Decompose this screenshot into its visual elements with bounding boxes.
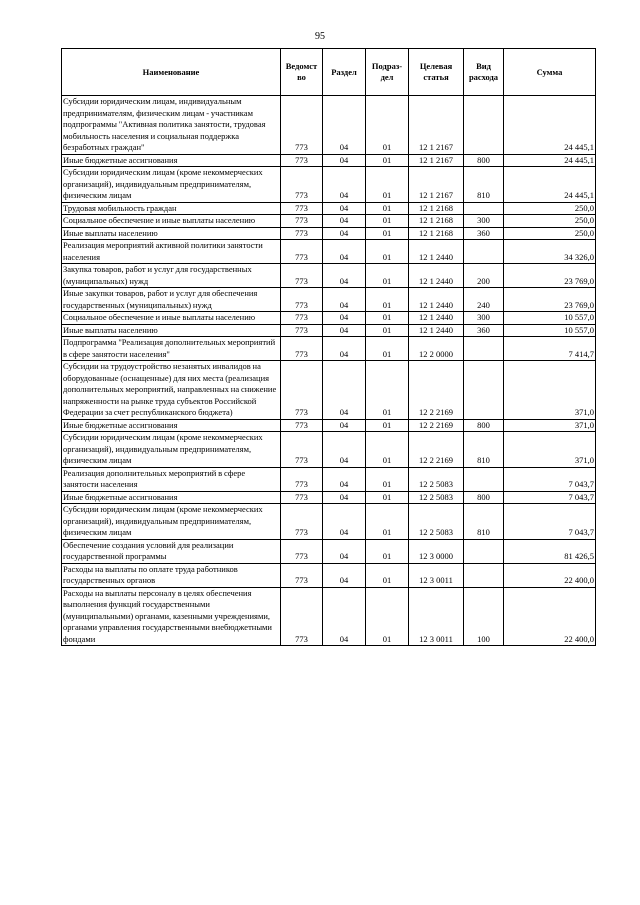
table-row [62, 324, 596, 337]
row-ministry-cell: 773 [281, 587, 323, 646]
row-ministry-cell: 773 [281, 432, 323, 468]
row-target-cell: 12 3 0011 [409, 587, 464, 646]
row-target-cell: 12 1 2440 [409, 240, 464, 264]
row-target-cell: 12 1 2440 [409, 324, 464, 337]
row-subsection-cell: 01 [366, 361, 409, 420]
row-target-cell: 12 2 5083 [409, 504, 464, 540]
row-expense-type-cell [464, 361, 504, 420]
table-row [62, 227, 596, 240]
row-expense-type-cell: 300 [464, 215, 504, 228]
row-name-cell: Закупка товаров, работ и услуг для государственных (муниципальных) нужд [62, 264, 281, 288]
row-subsection-cell: 01 [366, 337, 409, 361]
row-subsection-cell: 01 [366, 432, 409, 468]
row-subsection-cell: 01 [366, 419, 409, 432]
row-section-cell: 04 [323, 167, 366, 203]
row-name-cell: Субсидии юридическим лицам (кроме некоммерческих организаций), индивидуальным предпринимателям, физическим лицам [62, 432, 281, 468]
row-subsection-cell: 01 [366, 324, 409, 337]
row-target-cell: 12 1 2440 [409, 312, 464, 325]
row-expense-type-cell: 360 [464, 227, 504, 240]
row-expense-type-cell [464, 202, 504, 215]
row-section-cell: 04 [323, 264, 366, 288]
row-ministry-cell: 773 [281, 264, 323, 288]
row-subsection-cell: 01 [366, 504, 409, 540]
row-expense-type-cell: 810 [464, 432, 504, 468]
row-name-cell: Субсидии на трудоустройство незанятых инвалидов на оборудованные (оснащенные) для них места (реализация дополнительных мероприятий, направленных на снижение напряженности на рынке труда субъектов Российской Федерации за счет республиканского бюджета) [62, 361, 281, 420]
row-target-cell: 12 1 2440 [409, 264, 464, 288]
table-row [62, 154, 596, 167]
header-section: Раздел [323, 49, 366, 96]
row-name-cell: Подпрограмма "Реализация дополнительных мероприятий в сфере занятости населения" [62, 337, 281, 361]
row-amount-cell: 10 557,0 [504, 312, 596, 325]
row-amount-cell: 371,0 [504, 419, 596, 432]
row-target-cell: 12 1 2167 [409, 154, 464, 167]
header-subsection: Подраз- дел [366, 49, 409, 96]
budget-table [61, 48, 596, 646]
row-name-cell: Расходы на выплаты персоналу в целях обеспечения выполнения функций государственными (муниципальными) органами, казенными учреждениями, органами управления государственными внебюджетными фондами [62, 587, 281, 646]
row-ministry-cell: 773 [281, 240, 323, 264]
row-amount-cell: 10 557,0 [504, 324, 596, 337]
table-header-row [62, 49, 596, 96]
row-target-cell: 12 1 2168 [409, 202, 464, 215]
row-ministry-cell: 773 [281, 288, 323, 312]
row-target-cell: 12 1 2168 [409, 227, 464, 240]
row-expense-type-cell [464, 96, 504, 155]
row-name-cell: Субсидии юридическим лицам, индивидуальным предпринимателям, физическим лицам - участникам подпрограммы "Активная политика занятости, трудовая мобильность населения и социальная поддержка безработных граждан" [62, 96, 281, 155]
table-row [62, 288, 596, 312]
table-row [62, 587, 596, 646]
row-amount-cell: 23 769,0 [504, 288, 596, 312]
row-target-cell: 12 2 5083 [409, 467, 464, 491]
row-name-cell: Субсидии юридическим лицам (кроме некоммерческих организаций), индивидуальным предпринимателям, физическим лицам [62, 167, 281, 203]
row-amount-cell: 34 326,0 [504, 240, 596, 264]
row-target-cell: 12 3 0000 [409, 539, 464, 563]
row-target-cell: 12 2 2169 [409, 361, 464, 420]
table-body [62, 96, 596, 646]
row-ministry-cell: 773 [281, 154, 323, 167]
row-ministry-cell: 773 [281, 227, 323, 240]
row-target-cell: 12 2 0000 [409, 337, 464, 361]
row-section-cell: 04 [323, 288, 366, 312]
row-name-cell: Обеспечение создания условий для реализации государственной программы [62, 539, 281, 563]
row-target-cell: 12 2 5083 [409, 491, 464, 504]
row-section-cell: 04 [323, 202, 366, 215]
row-amount-cell: 371,0 [504, 361, 596, 420]
row-expense-type-cell: 240 [464, 288, 504, 312]
row-target-cell: 12 1 2168 [409, 215, 464, 228]
row-name-cell: Субсидии юридическим лицам (кроме некоммерческих организаций), индивидуальным предпринимателям, физическим лицам [62, 504, 281, 540]
row-target-cell: 12 1 2167 [409, 167, 464, 203]
row-expense-type-cell [464, 240, 504, 264]
row-ministry-cell: 773 [281, 504, 323, 540]
header-name: Наименование [62, 49, 281, 96]
row-section-cell: 04 [323, 324, 366, 337]
table-row [62, 419, 596, 432]
row-subsection-cell: 01 [366, 264, 409, 288]
row-section-cell: 04 [323, 240, 366, 264]
table-row [62, 337, 596, 361]
row-subsection-cell: 01 [366, 312, 409, 325]
row-subsection-cell: 01 [366, 240, 409, 264]
row-amount-cell: 24 445,1 [504, 96, 596, 155]
row-expense-type-cell: 100 [464, 587, 504, 646]
row-section-cell: 04 [323, 491, 366, 504]
row-name-cell: Иные бюджетные ассигнования [62, 491, 281, 504]
table-row [62, 96, 596, 155]
row-name-cell: Иные закупки товаров, работ и услуг для обеспечения государственных (муниципальных) нужд [62, 288, 281, 312]
row-section-cell: 04 [323, 337, 366, 361]
row-section-cell: 04 [323, 227, 366, 240]
row-name-cell: Иные выплаты населению [62, 227, 281, 240]
row-amount-cell: 250,0 [504, 215, 596, 228]
row-ministry-cell: 773 [281, 337, 323, 361]
row-ministry-cell: 773 [281, 539, 323, 563]
row-ministry-cell: 773 [281, 419, 323, 432]
table-row [62, 240, 596, 264]
row-subsection-cell: 01 [366, 587, 409, 646]
row-target-cell: 12 1 2440 [409, 288, 464, 312]
table-row [62, 264, 596, 288]
row-section-cell: 04 [323, 154, 366, 167]
row-section-cell: 04 [323, 432, 366, 468]
row-subsection-cell: 01 [366, 227, 409, 240]
row-expense-type-cell [464, 563, 504, 587]
row-expense-type-cell: 200 [464, 264, 504, 288]
header-amount: Сумма [504, 49, 596, 96]
row-ministry-cell: 773 [281, 361, 323, 420]
header-target: Целевая статья [409, 49, 464, 96]
row-expense-type-cell: 810 [464, 167, 504, 203]
row-expense-type-cell: 360 [464, 324, 504, 337]
table-row [62, 504, 596, 540]
table-row [62, 215, 596, 228]
row-amount-cell: 22 400,0 [504, 563, 596, 587]
row-name-cell: Иные бюджетные ассигнования [62, 419, 281, 432]
table-row [62, 563, 596, 587]
row-subsection-cell: 01 [366, 288, 409, 312]
row-section-cell: 04 [323, 467, 366, 491]
row-section-cell: 04 [323, 419, 366, 432]
row-section-cell: 04 [323, 563, 366, 587]
row-amount-cell: 23 769,0 [504, 264, 596, 288]
row-target-cell: 12 1 2167 [409, 96, 464, 155]
row-amount-cell: 7 043,7 [504, 467, 596, 491]
row-ministry-cell: 773 [281, 324, 323, 337]
row-expense-type-cell: 800 [464, 491, 504, 504]
row-name-cell: Трудовая мобильность граждан [62, 202, 281, 215]
table-row [62, 202, 596, 215]
row-ministry-cell: 773 [281, 312, 323, 325]
row-subsection-cell: 01 [366, 154, 409, 167]
row-name-cell: Реализация дополнительных мероприятий в сфере занятости населения [62, 467, 281, 491]
row-ministry-cell: 773 [281, 202, 323, 215]
row-amount-cell: 7 043,7 [504, 504, 596, 540]
row-name-cell: Социальное обеспечение и иные выплаты населению [62, 215, 281, 228]
header-ministry: Ведомст во [281, 49, 323, 96]
row-amount-cell: 81 426,5 [504, 539, 596, 563]
row-target-cell: 12 2 2169 [409, 419, 464, 432]
row-section-cell: 04 [323, 215, 366, 228]
row-subsection-cell: 01 [366, 539, 409, 563]
row-target-cell: 12 2 2169 [409, 432, 464, 468]
row-section-cell: 04 [323, 361, 366, 420]
row-amount-cell: 24 445,1 [504, 154, 596, 167]
table-row [62, 361, 596, 420]
row-section-cell: 04 [323, 539, 366, 563]
row-expense-type-cell: 810 [464, 504, 504, 540]
row-amount-cell: 250,0 [504, 202, 596, 215]
row-ministry-cell: 773 [281, 491, 323, 504]
row-ministry-cell: 773 [281, 563, 323, 587]
row-ministry-cell: 773 [281, 467, 323, 491]
row-subsection-cell: 01 [366, 563, 409, 587]
row-expense-type-cell [464, 337, 504, 361]
table-row [62, 467, 596, 491]
row-name-cell: Иные бюджетные ассигнования [62, 154, 281, 167]
row-amount-cell: 371,0 [504, 432, 596, 468]
table-row [62, 491, 596, 504]
row-section-cell: 04 [323, 312, 366, 325]
row-ministry-cell: 773 [281, 96, 323, 155]
table-row [62, 539, 596, 563]
row-subsection-cell: 01 [366, 491, 409, 504]
table-row [62, 167, 596, 203]
row-name-cell: Реализация мероприятий активной политики занятости населения [62, 240, 281, 264]
row-amount-cell: 22 400,0 [504, 587, 596, 646]
row-name-cell: Иные выплаты населению [62, 324, 281, 337]
row-ministry-cell: 773 [281, 167, 323, 203]
row-amount-cell: 24 445,1 [504, 167, 596, 203]
row-expense-type-cell: 800 [464, 154, 504, 167]
row-target-cell: 12 3 0011 [409, 563, 464, 587]
row-expense-type-cell [464, 539, 504, 563]
row-name-cell: Социальное обеспечение и иные выплаты населению [62, 312, 281, 325]
row-subsection-cell: 01 [366, 467, 409, 491]
row-ministry-cell: 773 [281, 215, 323, 228]
row-subsection-cell: 01 [366, 96, 409, 155]
row-subsection-cell: 01 [366, 167, 409, 203]
header-expense-type: Вид расхода [464, 49, 504, 96]
row-expense-type-cell: 800 [464, 419, 504, 432]
row-section-cell: 04 [323, 96, 366, 155]
table-row [62, 312, 596, 325]
row-amount-cell: 7 043,7 [504, 491, 596, 504]
page-number: 95 [315, 31, 325, 42]
row-amount-cell: 250,0 [504, 227, 596, 240]
row-expense-type-cell: 300 [464, 312, 504, 325]
row-expense-type-cell [464, 467, 504, 491]
row-section-cell: 04 [323, 504, 366, 540]
row-name-cell: Расходы на выплаты по оплате труда работников государственных органов [62, 563, 281, 587]
row-subsection-cell: 01 [366, 202, 409, 215]
row-section-cell: 04 [323, 587, 366, 646]
row-subsection-cell: 01 [366, 215, 409, 228]
row-amount-cell: 7 414,7 [504, 337, 596, 361]
table-row [62, 432, 596, 468]
